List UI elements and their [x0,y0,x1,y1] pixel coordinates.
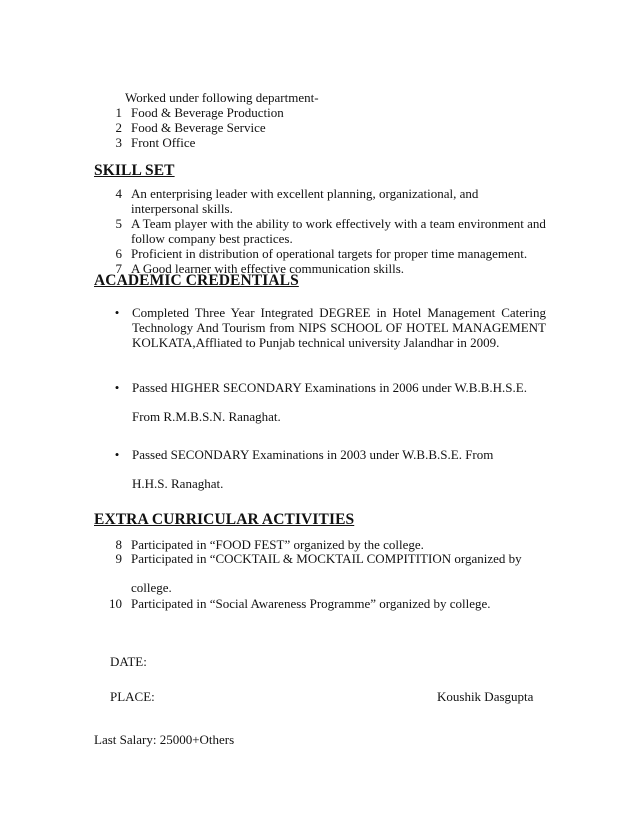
item-text: A Good learner with effective communication skills. [131,261,405,276]
departments-heading: Worked under following department- [125,90,319,105]
activities-list [108,544,528,602]
list-item [108,596,548,611]
academic-item [112,373,546,431]
last-salary: Last Salary: 25000+Others [94,732,235,747]
academic-item [112,305,546,350]
bullet-icon: • [114,380,120,395]
item-text: Front Office [131,135,196,150]
signatory-name: Koushik Dasgupta [437,689,534,704]
item-text: Participated in “Social Awareness Programme” organized by college. [131,596,491,611]
item-number: 8 [115,537,122,552]
item-text: Completed Three Year Integrated DEGREE in Hotel Management Catering Technology And Tourism from NIPS SCHOOL OF HOTEL MANAGEMENT KOLKATA,Affliated to Punjab technical university Jalandhar in 2009. [132,305,546,350]
item-number: 1 [115,105,122,120]
list-item [108,186,548,216]
bullet-icon: • [114,447,120,462]
list-item [108,120,548,135]
list-item [112,373,546,431]
item-text: Participated in “COCKTAIL & MOCKTAIL COMPITITION organized by college. [131,551,522,595]
list-item [108,544,528,602]
item-number: 5 [115,216,122,231]
item-text: A Team player with the ability to work effectively with a team environment and follow company best practices. [131,216,546,246]
item-number: 4 [115,186,122,201]
item-number: 3 [115,135,122,150]
item-text: Food & Beverage Service [131,120,266,135]
item-number: 6 [115,246,122,261]
skills-list [108,186,548,276]
item-number: 10 [109,596,122,611]
list-item [108,135,548,150]
list-item [108,105,548,120]
bullet-icon: • [114,305,120,320]
skill-set-heading: SKILL SET [94,162,175,179]
item-text: Passed HIGHER SECONDARY Examinations in 2006 under W.B.B.H.S.E. From R.M.B.S.N. Ranaghat. [132,380,527,424]
activities-list [108,596,548,611]
list-item [112,305,546,350]
date-label: DATE: [110,654,147,669]
item-number: 7 [115,261,122,276]
academic-credentials-heading: ACADEMIC CREDENTIALS [94,272,299,289]
item-text: Food & Beverage Production [131,105,284,120]
departments-list [108,105,548,150]
list-item [108,216,548,246]
item-text: Participated in “FOOD FEST” organized by the college. [131,537,424,552]
item-number: 9 [115,551,122,566]
academic-item [112,440,512,498]
list-item [108,246,548,261]
extra-curricular-heading: EXTRA CURRICULAR ACTIVITIES [94,511,355,528]
list-item [112,440,512,498]
item-text: Passed SECONDARY Examinations in 2003 under W.B.B.S.E. From H.H.S. Ranaghat. [132,447,494,491]
item-number: 2 [115,120,122,135]
item-text: Proficient in distribution of operational targets for proper time management. [131,246,528,261]
place-label: PLACE: [110,689,155,704]
item-text: An enterprising leader with excellent planning, organizational, and interpersonal skills. [131,186,479,216]
